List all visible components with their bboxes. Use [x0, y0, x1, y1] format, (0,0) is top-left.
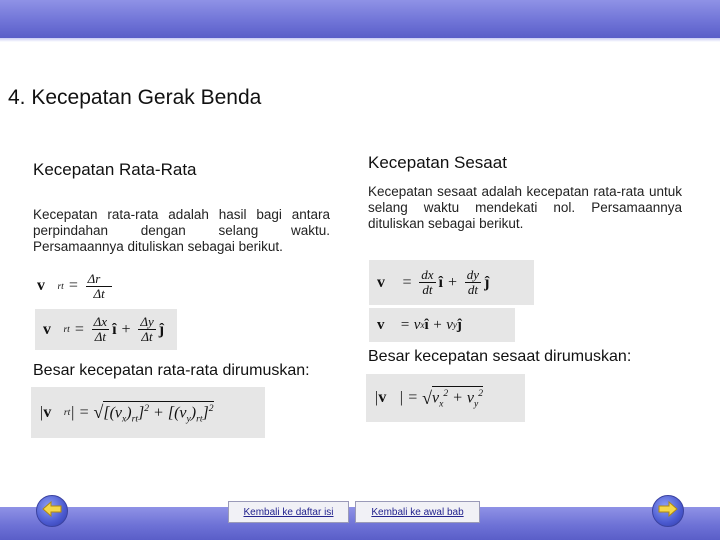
previous-slide-button[interactable] — [36, 495, 68, 527]
formula-instant-velocity: v⃗ = $\frac{dx}{dt}$ î + $\frac{dy}{dt}$ ĵ — [369, 260, 534, 305]
formula-average-velocity-components: v⃗ rt = $\frac{\Delta x}{\Delta t}$ î + $\frac{\Delta y}{\Delta t}$ ĵ — [35, 309, 177, 350]
back-to-chapter-start-link[interactable]: Kembali ke awal bab — [355, 501, 480, 523]
slide-title: 4. Kecepatan Gerak Benda — [8, 86, 262, 109]
left-magnitude-label: Besar kecepatan rata-rata dirumuskan: — [33, 362, 310, 379]
arrow-right-icon — [658, 501, 678, 522]
formula-average-speed-magnitude: | v⃗ rt | = √ $[(v_x)_{rt}]^2 + [(v_y)_{rt}]^2$ — [31, 387, 265, 438]
next-slide-button[interactable] — [652, 495, 684, 527]
right-magnitude-label: Besar kecepatan sesaat dirumuskan: — [368, 348, 632, 365]
right-paragraph: Kecepatan sesaat adalah kecepatan rata-rata untuk selang waktu mendekati nol. Persamaannya dituliskan sebagai berikut. — [368, 184, 682, 231]
back-to-contents-link[interactable]: Kembali ke daftar isi — [228, 501, 349, 523]
left-heading: Kecepatan Rata-Rata — [33, 160, 197, 179]
formula-instant-velocity-components: v⃗ = v x î + v y ĵ — [369, 308, 515, 342]
arrow-left-icon — [42, 501, 62, 522]
right-heading: Kecepatan Sesaat — [368, 153, 507, 172]
formula-average-velocity: v⃗ rt = $\frac{\Delta r⃗}{\Delta t}$ — [37, 270, 111, 301]
left-paragraph: Kecepatan rata-rata adalah hasil bagi antara perpindahan dengan selang waktu. Persamaannya dituliskan sebagai berikut. — [33, 207, 330, 254]
top-banner — [0, 0, 720, 38]
formula-instant-speed-magnitude: | v⃗ | = √ $v_x^2 + v_y^2$ — [366, 374, 525, 422]
